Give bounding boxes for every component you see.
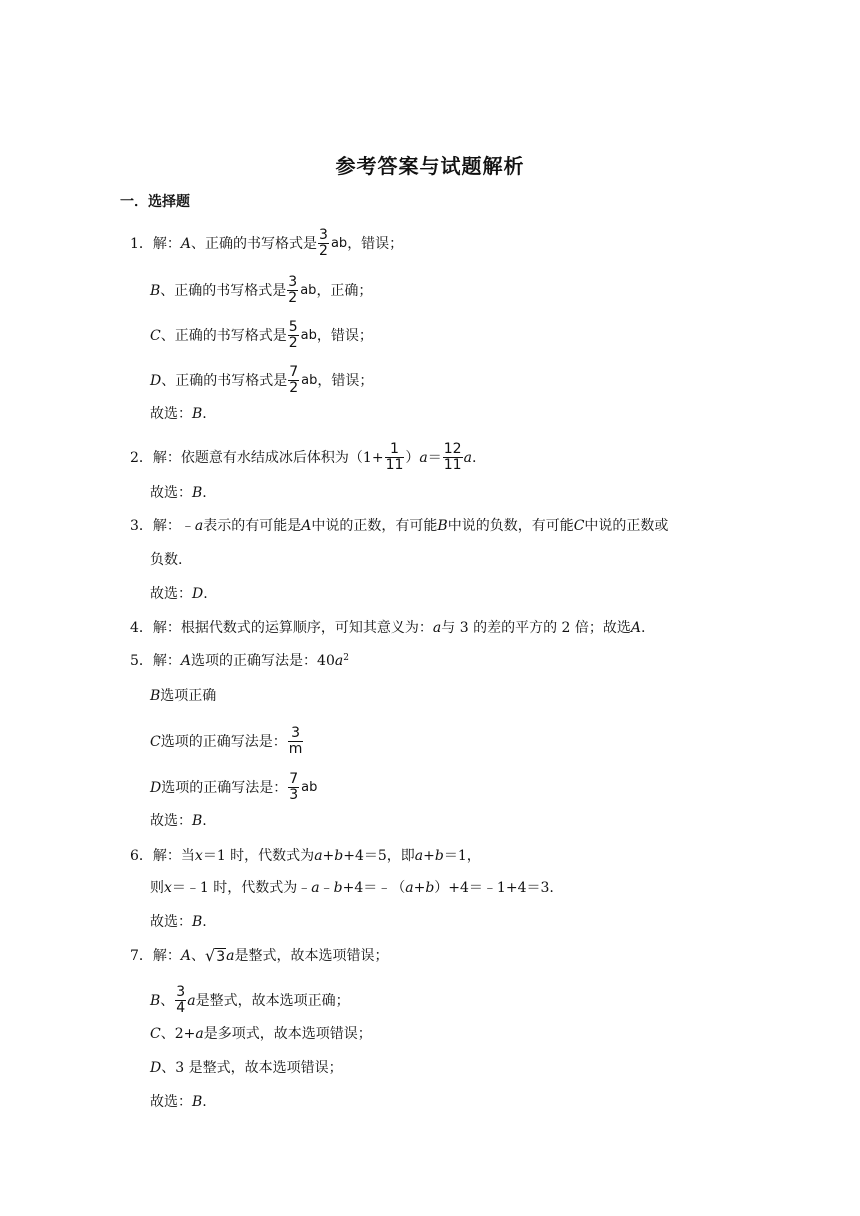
q5-line-c: C 选项的正确写法是： $\frac{3}{m}$ (150, 725, 303, 757)
q3-line-2: 负数. (150, 552, 183, 568)
q5-number: 5．解： (130, 653, 181, 669)
q3-line-1: 3．解： ﹣ a 表示的有可能是 A 中说的正数，有可能 B 中说的负数，有可能 C 中说的正数或 (130, 518, 669, 534)
q2-number: 2．解： (130, 449, 181, 466)
q7-line-d: D 、3 是整式，故本选项错误； (150, 1060, 343, 1076)
q3-number: 3．解： (130, 518, 181, 534)
q4-number: 4．解： (130, 620, 181, 636)
q1-opt-b: B (150, 282, 161, 299)
q1-opt-d: D (150, 372, 162, 389)
q5-d-fraction: $\frac{7}{3}$ (289, 771, 299, 803)
q7-line-a: 7．解： A 、 √ 3 a 是整式，故本选项错误； (130, 946, 389, 965)
q7-number: 7．解： (130, 948, 181, 964)
q7-b-fraction: $\frac{3}{4}$ (176, 984, 186, 1016)
q7-answer: 故选： B . (150, 1094, 207, 1110)
q6-line-1: 6．解： 当 x ＝1 时，代数式为 a + b +4＝5，即 a + b ＝1， (130, 848, 481, 864)
q1-line-d: D 、正确的书写格式是 $\frac{7}{2}$ ab ，错误； (150, 364, 374, 396)
q5-line-a: 5．解： A 选项的正确写法是：40 a $^2$ (130, 653, 349, 669)
q1-number: 1．解： (130, 235, 181, 252)
q7-line-c: C 、2+ a 是多项式，故本选项错误； (150, 1026, 372, 1042)
q1-a-fraction: $\frac{3}{2}$ (319, 227, 328, 259)
q1-d-fraction: $\frac{7}{2}$ (289, 364, 299, 396)
q6-line-2: 则 x ＝﹣1 时，代数式为﹣ a ﹣ b +4＝﹣（ a + b ）+4＝﹣1+4＝3. (150, 880, 554, 896)
q6-answer: 故选： B . (150, 914, 207, 930)
q1-a-ab: ab (330, 235, 348, 251)
q1-opt-a: A (180, 235, 192, 252)
q5-answer: 故选： B . (150, 813, 207, 829)
q1-opt-c: C (150, 327, 161, 344)
q3-answer: 故选： D . (150, 586, 208, 602)
q2-answer: 故选： B . (150, 485, 207, 501)
q1-answer: 故选： B . (150, 406, 207, 422)
q7-line-b: B 、 $\frac{3}{4}$ a 是整式，故本选项正确； (150, 984, 350, 1016)
q2-fraction-1: $\frac{1}{11}$ (385, 441, 404, 473)
q4-line: 4．解： 根据代数式的运算顺序，可知其意义为： a 与 3 的差的平方的 2 倍；故选 A . (130, 620, 646, 636)
q2-fraction-2: $\frac{12}{11}$ (443, 441, 462, 473)
q5-c-fraction: $\frac{3}{m}$ (288, 725, 303, 757)
q1-c-fraction: $\frac{5}{2}$ (288, 319, 298, 351)
q1-line-b: B 、正确的书写格式是 $\frac{3}{2}$ ab ，正确； (150, 274, 373, 306)
q1-line-a: 1．解： A 、正确的书写格式是 $\frac{3}{2}$ ab ，错误； (130, 227, 404, 259)
q1-a-text: 、正确的书写格式是 (191, 235, 318, 252)
section-heading: 一．选择题 (120, 194, 190, 210)
sqrt-symbol: √ 3 (205, 946, 226, 965)
q2-line: 2．解： 依题意有水结成冰后体积为（1+ $\frac{1}{11}$ ） a ＝ $\frac{12}{11}$ a . (130, 441, 477, 473)
page-title: 参考答案与试题解析 (335, 154, 525, 178)
q1-line-c: C 、正确的书写格式是 $\frac{5}{2}$ ab ，错误； (150, 319, 373, 351)
q5-line-b: B 选项正确 (150, 688, 217, 704)
q5-line-d: D 选项的正确写法是： $\frac{7}{3}$ ab (150, 771, 318, 803)
q6-number: 6．解： (130, 848, 181, 864)
q1-b-fraction: $\frac{3}{2}$ (288, 274, 298, 306)
